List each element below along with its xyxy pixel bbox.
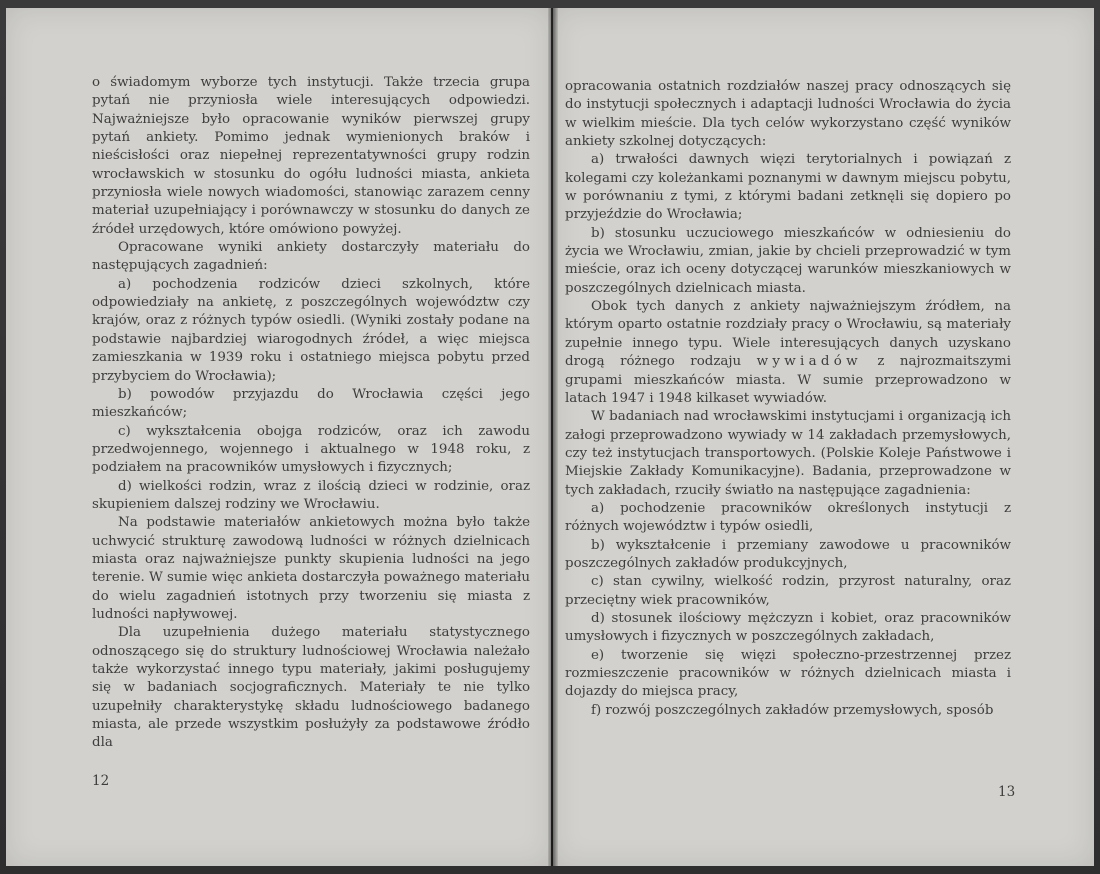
paragraph: c) stan cywilny, wielkość rodzin, przyrost naturalny, oraz przeciętny wiek pracowników,: [565, 574, 1011, 608]
text-run: Obok tych danych z ankiety najważniejszym źródłem, na którym oparto ostatnie rozdziały pracy o Wrocławiu, są materiały zupełnie innego typu. Wiele interesujących danych uzyskano drogą różnego rodzaju: [565, 299, 1011, 370]
right-page: [553, 8, 1094, 866]
page-number: 12: [92, 773, 110, 789]
page-number: 13: [998, 784, 1016, 800]
paragraph: b) wykształcenie i przemiany zawodowe u pracowników poszczególnych zakładów produkcyjnych,: [565, 537, 1011, 571]
paragraph: b) powodów przyjazdu do Wrocławia części jego mieszkańców;: [92, 386, 530, 421]
paragraph: e) tworzenie się więzi społeczno-przestrzennej przez rozmieszczenie pracowników w różnych dzielnicach miasta i dojazdy do miejsca pracy,: [565, 647, 1011, 700]
paragraph: opracowania ostatnich rozdziałów naszej pracy odnoszących się do instytucji społecznych i adaptacji ludności Wrocławia do życia w wielkim mieście. Dla tych celów wykorzystano część wyników ankiety szkolnej dotyczących:: [565, 79, 1011, 150]
paragraph: Opracowane wyniki ankiety dostarczyły materiału do następujących zagadnień:: [92, 240, 530, 274]
paragraph: a) trwałości dawnych więzi terytorialnych i powiązań z kolegami czy koleżankami poznanymi w dawnym miejscu pobytu, w porównaniu z tymi, z którymi badani zetknęli się dopiero po przyjeździe do Wrocławia;: [565, 152, 1011, 223]
emphasized-word: wywiadów: [756, 354, 862, 370]
paragraph: [565, 298, 1011, 408]
paragraph: d) stosunek ilościowy mężczyzn i kobiet, oraz pracowników umysłowych i fizycznych w poszczególnych zakładach,: [565, 610, 1011, 645]
paragraph: a) pochodzenie pracowników określonych instytucji z różnych województw i typów osiedli,: [565, 500, 1011, 535]
book-gutter: [548, 8, 558, 866]
paragraph: W badaniach nad wrocławskimi instytucjami i organizacją ich załogi przeprowadzono wywiady w 14 zakładach przemysłowych, czy też instytucjach transportowych. (Polskie Koleje Państwowe i Miejskie Zakłady Komunikacyjne). Badania, przeprowadzone w tych zakładach, rzuciły światło na następujące zagadnienia:: [565, 409, 1011, 498]
text-run: z najrozmaitszymi grupami mieszkańców miasta. W sumie przeprowadzono w latach 1947 i 1948 kilkaset wywiadów.: [565, 354, 1011, 406]
paragraph: o świadomym wyborze tych instytucji. Także trzecia grupa pytań nie przyniosła wiele interesujących odpowiedzi. Najważniejsze było opracowanie wyników pierwszej grupy pytań ankiety. Pomimo jednak wymienionych braków i nieścisłości oraz niepełnej reprezentatywności grupy rodzin wrocławskich w stosunku do ogółu ludności miasta, ankieta przyniosła wiele nowych wiadomości, stanowiąc zarazem cenny materiał uzupełniający i porównawczy w stosunku do danych ze źródeł urzędowych, które omówiono powyżej.: [92, 75, 530, 237]
right-page-text: [565, 78, 1011, 720]
paragraph: Dla uzupełnienia dużego materiału statystycznego odnoszącego się do struktury ludnościowej Wrocławia należało także wykorzystać innego typu materiały, jakimi posługujemy się w badaniach socjograficznych. Materiały te nie tylko uzupełniły charakterystykę składu ludnościowego badanego miasta, ale przede wszystkim posłużyły za podstawowe źródło dla: [92, 625, 530, 751]
paragraph: a) pochodzenia rodziców dzieci szkolnych, które odpowiedziały na ankietę, z poszczególnych województw czy krajów, oraz z różnych typów osiedli. (Wyniki zostały podane na podstawie najbardziej wiarogodnych źródeł, a więc miejsca zamieszkania w 1939 roku i ostatniego miejsca pobytu przed przybyciem do Wrocławia);: [92, 276, 530, 384]
paragraph: f) rozwój poszczególnych zakładów przemysłowych, sposób: [591, 702, 994, 718]
left-page-text: [92, 74, 530, 753]
paragraph: d) wielkości rodzin, wraz z ilością dzieci w rodzinie, oraz skupieniem dalszej rodziny we Wrocławiu.: [92, 478, 530, 512]
paragraph: b) stosunku uczuciowego mieszkańców w odniesieniu do życia we Wrocławiu, zmian, jakie by chcieli przeprowadzić w tym mieście, oraz ich oceny dotyczącej warunków mieszkaniowych w poszczególnych dzielnicach miasta.: [565, 225, 1011, 296]
left-page: [6, 8, 551, 866]
paragraph: Na podstawie materiałów ankietowych można było także uchwycić strukturę zawodową ludności w różnych dzielnicach miasta oraz najważniejsze punkty skupienia ludności na jego terenie. W sumie więc ankieta dostarczyła poważnego materiału do wielu zagadnień istotnych przy tworzeniu się miasta z ludności napływowej.: [92, 515, 530, 622]
paragraph: c) wykształcenia obojga rodziców, oraz ich zawodu przedwojennego, wojennego i aktualnego w 1948 roku, z podziałem na pracowników umysłowych i fizycznych;: [92, 423, 530, 476]
